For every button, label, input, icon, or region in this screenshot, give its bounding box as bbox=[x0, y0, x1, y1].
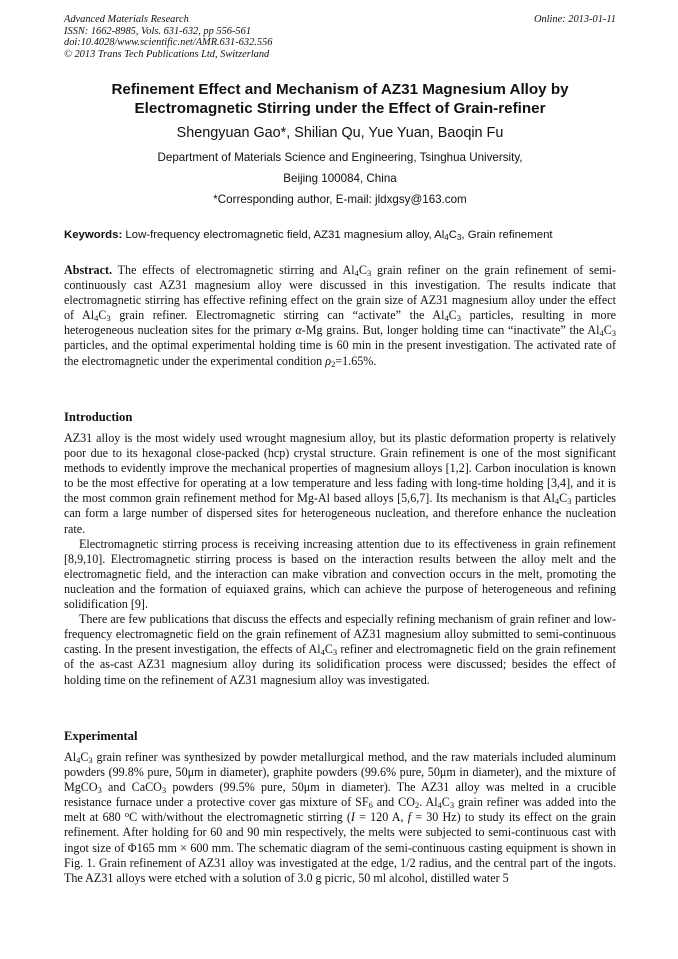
keywords: Keywords: Low-frequency electromagnetic field, AZ31 magnesium alloy, $Al_4C_3$, Grain refinement bbox=[64, 229, 553, 242]
affiliation-dept: Department of Materials Science and Engineering, Tsinghua University, bbox=[157, 151, 523, 164]
copyright: © 2013 Trans Tech Publications Ltd, Switzerland bbox=[64, 48, 270, 60]
introduction-body bbox=[64, 431, 616, 688]
abstract: Abstract. The effects of electromagnetic stirring and $Al_4C_3$ grain refiner on the grain refinement of semi-continuously cast AZ31 magnesium alloy were discussed in this investigation. The results indicate that electromagnetic stirring has effective refining effect on the grain size of AZ31 magnesium alloy under the effect of $Al_4C_3$ grain refiner. Electromagnetic stirring can “activate” the $Al_4C_3$ particles, resulting in more heterogeneous nucleation sites for the primary α-Mg grains. But, longer holding time can “inactivate” the $Al_4C_3$ particles, and the optimal experimental holding time is 60 min in the present investigation. The activated rate of the electromagnetic under the experimental condition $\rho_2=1.65\%$. bbox=[64, 263, 616, 369]
doi: doi:10.4028/www.scientific.net/AMR.631-632.556 bbox=[64, 37, 273, 49]
introduction-heading: Introduction bbox=[64, 410, 133, 424]
abstract-label: Abstract. bbox=[64, 263, 113, 277]
experimental-body bbox=[64, 750, 616, 886]
corresponding-author: *Corresponding author, E-mail: jldxgsy@163.com bbox=[213, 193, 467, 206]
journal-header bbox=[64, 14, 616, 60]
title-line-1: Refinement Effect and Mechanism of AZ31 Magnesium Alloy by bbox=[111, 81, 569, 98]
authors: Shengyuan Gao*, Shilian Qu, Yue Yuan, Baoqin Fu bbox=[176, 125, 504, 141]
intro-paragraph-3: There are few publications that discuss the effects and especially refining mechanism of grain refiner and low-frequency electromagnetic field on the grain refinement of AZ31 magnesium alloy submitted to semi-continuous casting. In the present investigation, the effects of $Al_4C_3$ refiner and electromagnetic field on the grain refinement of the as-cast AZ31 magnesium alloy during its solidification process were discussed; besides the effect of holding time on the refinement of AZ31 magnesium alloy was investigated. bbox=[64, 612, 616, 687]
affiliation-city: Beijing 100084, China bbox=[283, 172, 397, 185]
paper-title bbox=[64, 80, 616, 118]
title-line-2: Electromagnetic Stirring under the Effect of Grain-refiner bbox=[134, 100, 546, 117]
keywords-label: Keywords: bbox=[64, 229, 123, 241]
journal-name: Advanced Materials Research bbox=[64, 14, 189, 25]
intro-paragraph-2: Electromagnetic stirring process is receiving increasing attention due to its effectiveness in grain refinement [8,9,10]. Electromagnetic stirring process is based on the interaction results between the alloy melt and the electromagnetic field, and the interaction can make vibration and convection occurs in the melt, promoting the nucleation and the formation of equiaxed grains, which can achieve the purpose of heterogeneous and refining solidification [9]. bbox=[64, 536, 616, 612]
experimental-heading: Experimental bbox=[64, 729, 138, 743]
experimental-paragraph: $Al_4C_3$ grain refiner was synthesized by powder metallurgical method, and the raw materials included aluminum powders (99.8% pure, 50μm in diameter), graphite powders (99.6% pure, 50μm in diameter), and the mixture of MgCO$_3$ and CaCO$_3$ powders (99.5% pure, 50μm in diameter). The AZ31 alloy was melted in a crucible resistance furnace under a protective cover gas mixture of $SF_6$ and $CO_2$. $Al_4C_3$ grain refiner was added into the melt at 680 $^o$C with/without the electromagnetic stirring (I = 120 A, f = 30 Hz) to study its effect on the grain refinement. After holding for 60 and 90 min respectively, the melts were subjected to semi-continuous cast with ingot size of Φ165 mm × 600 mm. The schematic diagram of the semi-continuous casting equipment is shown in Fig. 1. Grain refinement of AZ31 alloy was investigated at the edge, 1/2 radius, and the central part of the ingots. The AZ31 alloys were etched with a solution of 3.0 g picric, 50 ml alcohol, distilled water 5 bbox=[64, 750, 617, 885]
intro-paragraph-1: AZ31 alloy is the most widely used wrought magnesium alloy, but its plastic deformation property is relatively poor due to its hexagonal close-packed (hcp) crystal structure. Grain refinement is one of the most significant methods to evidently improve the mechanical properties of magnesium alloys [1,2]. Carbon inoculation is known to be the most effective for operating at a low temperature and less fading with long-time holding [3,4], and it is the most common grain refinement method for Mg-Al based alloys [5,6,7]. Its mechanism is that $Al_4C_3$ particles can form a large number of dispersed sites for heterogeneous nucleation, and therefore enhance the nucleation rate. bbox=[64, 431, 616, 536]
online-date: Online: 2013-01-11 bbox=[533, 14, 616, 25]
issn: ISSN: 1662-8985, Vols. 631-632, pp 556-561 bbox=[64, 25, 252, 37]
